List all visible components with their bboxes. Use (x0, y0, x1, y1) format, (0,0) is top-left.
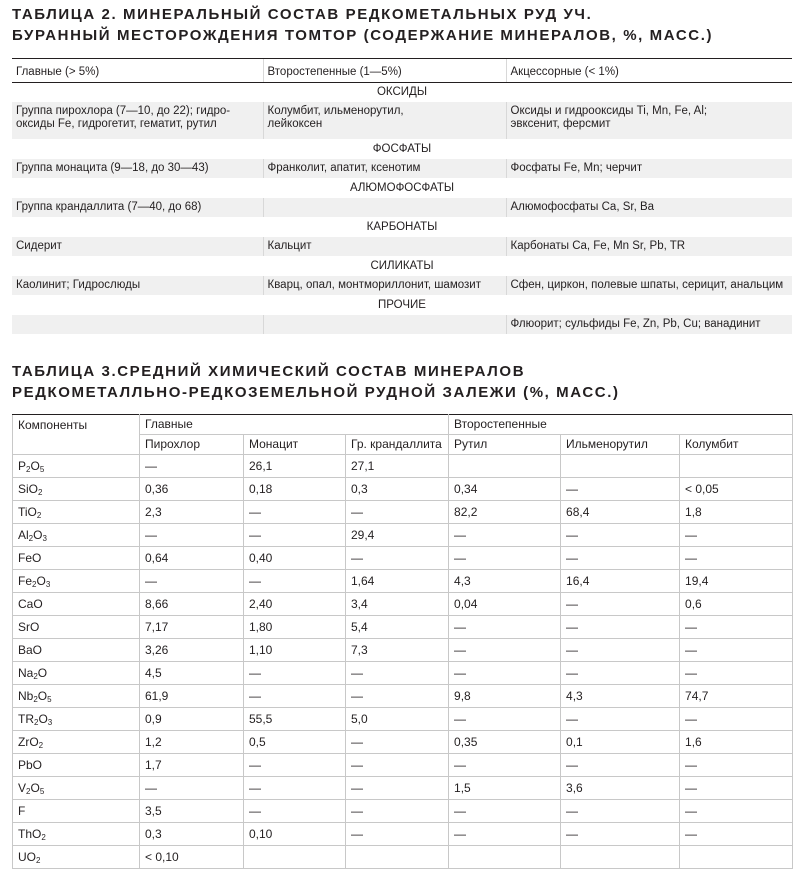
component-subscript: 2 (33, 694, 38, 704)
value-cell: — (680, 639, 793, 662)
component-cell (13, 823, 140, 846)
table-row (12, 102, 792, 140)
value-cell: — (561, 823, 680, 846)
value-cell: — (244, 524, 346, 547)
table-row (13, 501, 793, 524)
value-cell (561, 846, 680, 869)
value-cell: — (561, 662, 680, 685)
cell-text: Оксиды и гидрооксиды Ti, Mn, Fe, Al; эвксенит, ферсмит (510, 105, 708, 130)
value-cell: 55,5 (244, 708, 346, 731)
value-cell: — (449, 639, 561, 662)
value-cell: 26,1 (244, 455, 346, 478)
value-cell: 1,80 (244, 616, 346, 639)
component-formula-part: TR (18, 711, 34, 726)
value-cell: — (680, 708, 793, 731)
table3-header-row (13, 415, 793, 435)
column-header: Акцессорные (< 1%) (506, 59, 792, 83)
table3-caption-line2: РЕДКОМЕТАЛЛЬНО-РЕДКОЗЕМЕЛЬНОЙ РУДНОЙ ЗАЛЕЖИ (%, МАСС.) (12, 384, 620, 401)
section-row (12, 296, 792, 316)
value-cell: 7,3 (346, 639, 449, 662)
value-cell: 68,4 (561, 501, 680, 524)
value-cell: — (244, 570, 346, 593)
section-row (12, 257, 792, 277)
value-cell: 0,10 (244, 823, 346, 846)
cell-text: Сфен, циркон, полевые шпаты, серицит, анальцим (510, 279, 784, 291)
value-cell: 0,1 (561, 731, 680, 754)
table-cell (12, 159, 263, 179)
value-cell: — (561, 547, 680, 570)
table-cell (12, 198, 263, 218)
value-cell: 0,3 (140, 823, 244, 846)
component-cell (13, 731, 140, 754)
column-header: Гр. крандаллита (346, 435, 449, 455)
component-cell (13, 685, 140, 708)
table-row (13, 754, 793, 777)
value-cell: 16,4 (561, 570, 680, 593)
value-cell: 3,26 (140, 639, 244, 662)
value-cell: — (346, 800, 449, 823)
component-formula-part: P (18, 458, 27, 473)
value-cell: — (561, 593, 680, 616)
component-subscript: 2 (41, 832, 46, 842)
component-subscript: 2 (38, 487, 43, 497)
value-cell (680, 455, 793, 478)
value-cell: — (346, 685, 449, 708)
value-cell: 0,18 (244, 478, 346, 501)
value-cell: — (244, 754, 346, 777)
value-cell: — (561, 639, 680, 662)
value-cell: 74,7 (680, 685, 793, 708)
cell-text: Каолинит; Гидрослюды (16, 279, 141, 291)
column-header: Пирохлор (140, 435, 244, 455)
component-subscript: 3 (45, 579, 51, 589)
section-title: ПРОЧИЕ (12, 296, 792, 316)
table-row (13, 800, 793, 823)
value-cell: — (244, 662, 346, 685)
value-cell: — (561, 708, 680, 731)
component-formula-part: CaO (18, 596, 43, 611)
value-cell: 0,3 (346, 478, 449, 501)
section-row (12, 179, 792, 199)
section-title: СИЛИКАТЫ (12, 257, 792, 277)
component-formula-part: Nb (18, 688, 34, 703)
cell-text: Карбонаты Ca, Fe, Mn Sr, Pb, TR (510, 240, 686, 252)
component-cell (13, 547, 140, 570)
table-cell (263, 276, 506, 296)
table2-caption (12, 4, 713, 46)
column-header: Рутил (449, 435, 561, 455)
cell-text: Флюорит; сульфиды Fe, Zn, Pb, Cu; ванадинит (510, 318, 761, 330)
column-header: Ильменорутил (561, 435, 680, 455)
cell-text: Кварц, опал, монтмориллонит, шамозит (267, 279, 481, 291)
cell-text: Колумбит, ильменорутил, лейкоксен (267, 105, 404, 130)
value-cell: — (244, 777, 346, 800)
table-row (12, 198, 792, 218)
component-cell (13, 593, 140, 616)
value-cell: — (561, 800, 680, 823)
value-cell: — (680, 800, 793, 823)
value-cell: 0,36 (140, 478, 244, 501)
value-cell: — (346, 547, 449, 570)
table-cell (263, 315, 506, 335)
value-cell: 1,10 (244, 639, 346, 662)
table-row (12, 159, 792, 179)
table-row (13, 731, 793, 754)
value-cell: 1,5 (449, 777, 561, 800)
value-cell: 5,4 (346, 616, 449, 639)
value-cell: 4,3 (449, 570, 561, 593)
component-formula-part: SrO (18, 619, 40, 634)
value-cell (346, 846, 449, 869)
section-title: АЛЮМОФОСФАТЫ (12, 179, 792, 199)
table-cell (12, 276, 263, 296)
cell-text: Кальцит (267, 240, 312, 252)
table-row (12, 315, 792, 335)
table-row (13, 547, 793, 570)
value-cell: 3,6 (561, 777, 680, 800)
value-cell: 4,5 (140, 662, 244, 685)
section-row (12, 83, 792, 103)
value-cell: — (449, 547, 561, 570)
component-subscript: 2 (34, 717, 39, 727)
component-formula-part: BaO (18, 642, 43, 657)
component-cell (13, 846, 140, 869)
value-cell: — (561, 478, 680, 501)
value-cell: — (140, 524, 244, 547)
value-cell: — (449, 524, 561, 547)
component-subscript: 3 (47, 717, 53, 727)
table-cell (506, 102, 792, 140)
cell-text: Алюмофосфаты Ca, Sr, Ba (510, 201, 655, 213)
value-cell: — (346, 754, 449, 777)
value-cell: 0,9 (140, 708, 244, 731)
table-row (13, 639, 793, 662)
value-cell: — (140, 777, 244, 800)
component-formula-part: O (30, 780, 40, 795)
component-cell (13, 455, 140, 478)
value-cell: — (680, 547, 793, 570)
table-row (12, 276, 792, 296)
component-formula-part: PbO (18, 757, 43, 772)
value-cell: 2,3 (140, 501, 244, 524)
value-cell: — (449, 708, 561, 731)
component-subscript: 2 (26, 464, 31, 474)
value-cell: 0,35 (449, 731, 561, 754)
table-cell (263, 159, 506, 179)
table3-caption-line1: ТАБЛИЦА 3.СРЕДНИЙ ХИМИЧЕСКИЙ СОСТАВ МИНЕРАЛОВ (12, 363, 526, 380)
component-cell (13, 501, 140, 524)
value-cell (561, 455, 680, 478)
value-cell (449, 455, 561, 478)
section-title: ФОСФАТЫ (12, 140, 792, 160)
value-cell: 0,04 (449, 593, 561, 616)
value-cell: 82,2 (449, 501, 561, 524)
value-cell: — (680, 524, 793, 547)
table-row (13, 823, 793, 846)
value-cell: — (680, 662, 793, 685)
value-cell: 2,40 (244, 593, 346, 616)
value-cell: 0,6 (680, 593, 793, 616)
value-cell: 19,4 (680, 570, 793, 593)
value-cell: 3,4 (346, 593, 449, 616)
table-cell (506, 159, 792, 179)
section-row (12, 218, 792, 238)
table2-caption-line2: БУРАННЫЙ МЕСТОРОЖДЕНИЯ ТОМТОР (СОДЕРЖАНИЕ МИНЕРАЛОВ, %, МАСС.) (12, 27, 714, 44)
table-cell (506, 237, 792, 257)
component-subscript: 2 (33, 671, 38, 681)
table3-caption (12, 361, 620, 403)
section-row (12, 140, 792, 160)
value-cell: 0,40 (244, 547, 346, 570)
table-row (13, 662, 793, 685)
column-header: Колумбит (680, 435, 793, 455)
value-cell: — (346, 823, 449, 846)
component-cell (13, 777, 140, 800)
secondary-minerals-header: Второстепенные (449, 415, 793, 435)
component-formula-part: V (18, 780, 27, 795)
table-row (13, 616, 793, 639)
value-cell: — (449, 616, 561, 639)
value-cell: — (244, 501, 346, 524)
component-cell (13, 616, 140, 639)
table2-header-row (12, 59, 792, 83)
value-cell: 4,3 (561, 685, 680, 708)
table-row (13, 524, 793, 547)
value-cell: 1,7 (140, 754, 244, 777)
value-cell: — (680, 777, 793, 800)
component-subscript: 2 (26, 786, 31, 796)
value-cell: 1,2 (140, 731, 244, 754)
component-cell (13, 800, 140, 823)
component-formula-part: O (37, 688, 48, 703)
value-cell (244, 846, 346, 869)
value-cell: 0,34 (449, 478, 561, 501)
table2-caption-line1: ТАБЛИЦА 2. МИНЕРАЛЬНЫЙ СОСТАВ РЕДКОМЕТАЛЬНЫХ РУД УЧ. (12, 6, 593, 23)
table-cell (506, 198, 792, 218)
table-row (13, 593, 793, 616)
component-formula-part: O (38, 711, 48, 726)
table-cell (506, 276, 792, 296)
component-formula-part: Al (18, 527, 29, 542)
component-cell (13, 478, 140, 501)
value-cell: — (561, 524, 680, 547)
component-formula-part: O (37, 665, 48, 680)
table-row (13, 777, 793, 800)
value-cell: — (346, 662, 449, 685)
component-formula-part: O (30, 458, 40, 473)
chemical-composition-table (12, 414, 793, 869)
main-minerals-header: Главные (140, 415, 449, 435)
value-cell: 1,8 (680, 501, 793, 524)
section-title: ОКСИДЫ (12, 83, 792, 103)
value-cell: 0,5 (244, 731, 346, 754)
cell-text: Группа крандаллита (7—40, до 68) (16, 201, 202, 213)
components-header: Компоненты (13, 415, 140, 455)
component-formula-part: UO (18, 849, 36, 864)
component-subscript: 2 (28, 533, 34, 543)
component-subscript: 5 (39, 464, 45, 474)
value-cell: — (449, 800, 561, 823)
value-cell: — (244, 800, 346, 823)
table-row (13, 570, 793, 593)
component-subscript: 2 (36, 855, 41, 865)
component-formula-part: O (36, 573, 46, 588)
table-cell (263, 102, 506, 140)
value-cell: < 0,10 (140, 846, 244, 869)
value-cell (449, 846, 561, 869)
component-formula-part: FeO (18, 550, 42, 565)
table-cell (12, 237, 263, 257)
component-formula-part: O (33, 527, 43, 542)
component-formula-part: SiO (18, 481, 39, 496)
value-cell: — (140, 455, 244, 478)
component-formula-part: TiO (18, 504, 37, 519)
component-subscript: 2 (36, 510, 42, 520)
column-header: Главные (> 5%) (12, 59, 263, 83)
value-cell: 61,9 (140, 685, 244, 708)
value-cell: 5,0 (346, 708, 449, 731)
table-row (13, 708, 793, 731)
component-subscript: 5 (47, 694, 52, 704)
value-cell: — (561, 754, 680, 777)
table-cell (506, 315, 792, 335)
value-cell: — (680, 823, 793, 846)
value-cell: 0,64 (140, 547, 244, 570)
table-cell (263, 237, 506, 257)
value-cell: — (346, 777, 449, 800)
value-cell: — (680, 616, 793, 639)
component-formula-part: ThO (18, 826, 42, 841)
value-cell: 1,64 (346, 570, 449, 593)
component-subscript: 5 (39, 786, 45, 796)
value-cell: — (140, 570, 244, 593)
value-cell: 7,17 (140, 616, 244, 639)
value-cell: — (244, 685, 346, 708)
component-cell (13, 524, 140, 547)
component-formula-part: F (18, 803, 26, 818)
component-subscript: 2 (38, 740, 44, 750)
component-subscript: 2 (32, 579, 37, 589)
value-cell: — (449, 823, 561, 846)
value-cell: — (346, 501, 449, 524)
component-cell (13, 639, 140, 662)
value-cell: — (449, 754, 561, 777)
component-cell (13, 754, 140, 777)
table-row (13, 478, 793, 501)
component-formula-part: ZrO (18, 734, 39, 749)
mineral-composition-table (12, 58, 792, 335)
cell-text: Сидерит (16, 240, 62, 252)
cell-text: Фосфаты Fe, Mn; черчит (510, 162, 643, 174)
value-cell: — (346, 731, 449, 754)
table-cell (12, 315, 263, 335)
value-cell: 3,5 (140, 800, 244, 823)
column-header: Второстепенные (1—5%) (263, 59, 506, 83)
value-cell: < 0,05 (680, 478, 793, 501)
component-cell (13, 708, 140, 731)
component-cell (13, 570, 140, 593)
cell-text: Группа пирохлора (7—10, до 22); гидро- оксиды Fe, гидрогетит, гематит, рутил (16, 105, 231, 130)
section-title: КАРБОНАТЫ (12, 218, 792, 238)
column-header: Монацит (244, 435, 346, 455)
component-formula-part: Fe (18, 573, 33, 588)
table-cell (263, 198, 506, 218)
table-row (12, 237, 792, 257)
value-cell: — (449, 662, 561, 685)
value-cell: 1,6 (680, 731, 793, 754)
value-cell: — (561, 616, 680, 639)
value-cell: 29,4 (346, 524, 449, 547)
value-cell: 27,1 (346, 455, 449, 478)
table-cell (12, 102, 263, 140)
cell-text: Группа монацита (9—18, до 30—43) (16, 162, 209, 174)
table-row (13, 846, 793, 869)
component-subscript: 3 (42, 533, 47, 543)
value-cell (680, 846, 793, 869)
cell-text: Франколит, апатит, ксенотим (267, 162, 421, 174)
component-formula-part: Na (18, 665, 34, 680)
component-cell (13, 662, 140, 685)
value-cell: 9,8 (449, 685, 561, 708)
value-cell: 8,66 (140, 593, 244, 616)
table-row (13, 455, 793, 478)
value-cell: — (680, 754, 793, 777)
table-row (13, 685, 793, 708)
